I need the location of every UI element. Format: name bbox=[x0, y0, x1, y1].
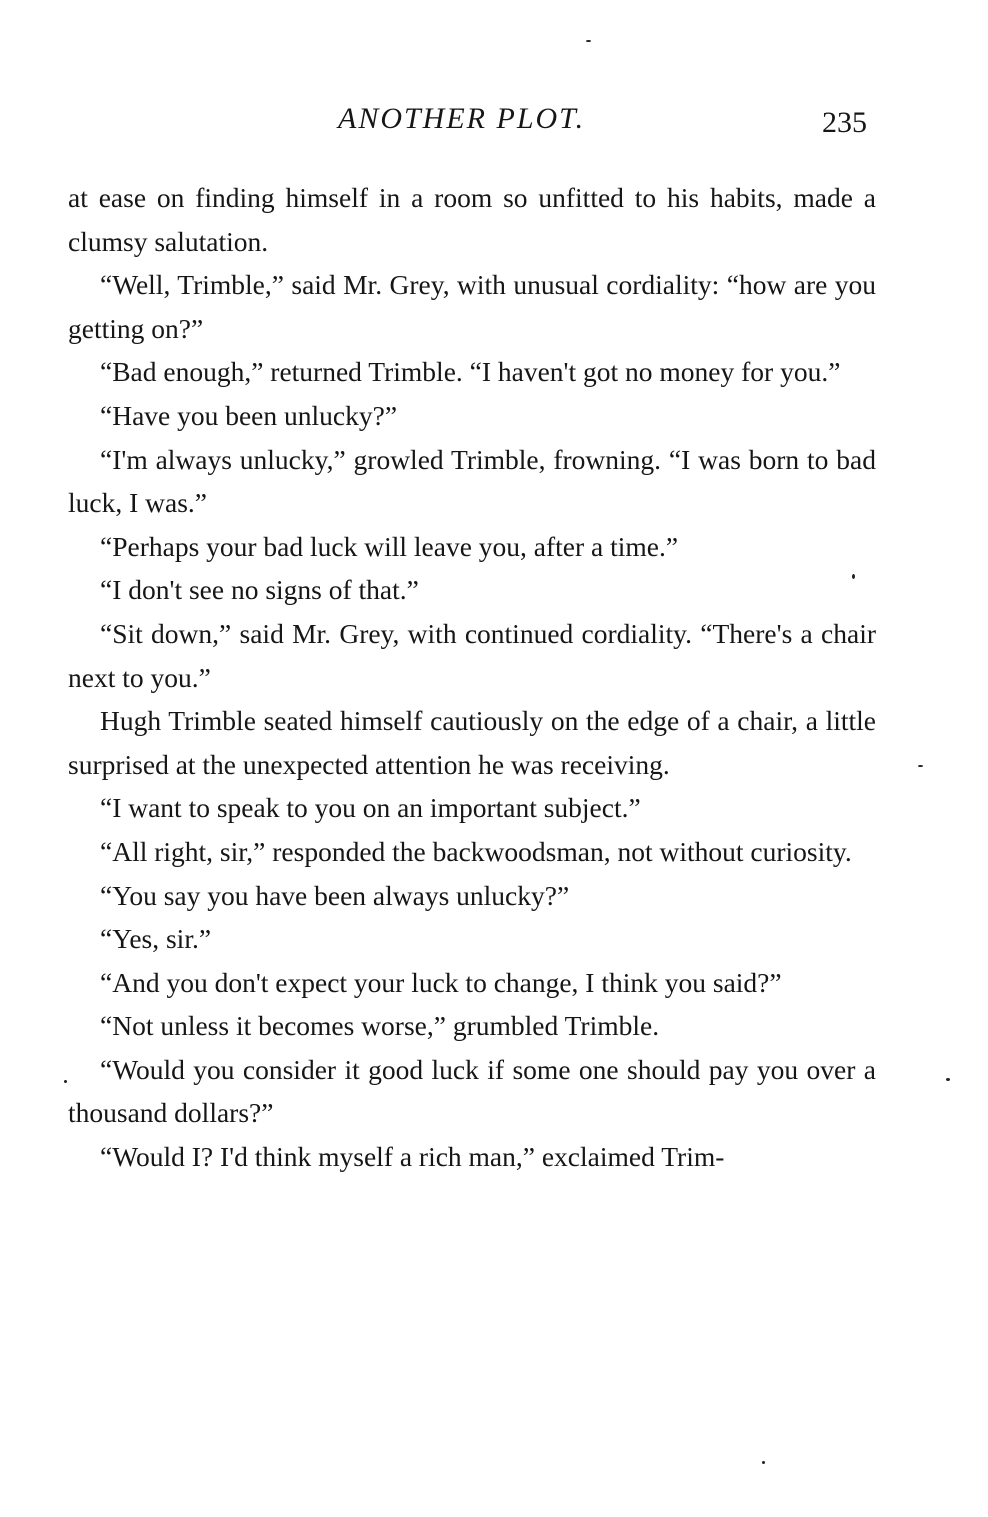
paragraph: “Bad enough,” returned Trimble. “I haven't got no money for you.” bbox=[100, 356, 841, 388]
paragraph: “All right, sir,” responded the backwoodsman, not without curiosity. bbox=[100, 835, 852, 867]
running-head: ANOTHER PLOT. bbox=[338, 102, 586, 135]
paragraph: “Would I? I'd think myself a rich man,” exclaimed Trim- bbox=[100, 1141, 725, 1173]
body-text bbox=[68, 176, 876, 1179]
paragraph: “Yes, sir.” bbox=[100, 923, 212, 955]
scan-speck bbox=[762, 1461, 765, 1464]
paragraph: “You say you have been always unlucky?” bbox=[100, 879, 570, 911]
paragraph: at ease on finding himself in a room so unfitted to his habits, made a clumsy salutation. bbox=[68, 182, 876, 257]
paragraph: Hugh Trimble seated himself cautiously on the edge of a chair, a little surprised at the unexpected attention he was receiving. bbox=[68, 705, 876, 780]
paragraph: “And you don't expect your luck to change, I think you said?” bbox=[100, 966, 782, 998]
scan-speck bbox=[918, 765, 923, 767]
page-header bbox=[0, 100, 988, 144]
scan-speck bbox=[946, 1078, 950, 1081]
page-number: 235 bbox=[822, 106, 867, 139]
paragraph: “I want to speak to you on an important subject.” bbox=[100, 792, 641, 824]
paragraph: “Would you consider it good luck if some one should pay you over a thousand dollars?” bbox=[68, 1053, 876, 1129]
paragraph: “Perhaps your bad luck will leave you, after a time.” bbox=[100, 530, 679, 562]
paragraph: “Have you been unlucky?” bbox=[100, 399, 398, 431]
scan-speck bbox=[64, 1080, 67, 1083]
paragraph: “Not unless it becomes worse,” grumbled Trimble. bbox=[100, 1010, 660, 1042]
scan-speck bbox=[586, 40, 591, 42]
paragraph: “I don't see no signs of that.” bbox=[100, 574, 419, 606]
paragraph: “Sit down,” said Mr. Grey, with continued cordiality. “There's a chair next to you.” bbox=[68, 617, 876, 693]
paragraph: “Well, Trimble,” said Mr. Grey, with unusual cordiality: “how are you getting on?” bbox=[68, 269, 876, 344]
paragraph: “I'm always unlucky,” growled Trimble, frowning. “I was born to bad luck, I was.” bbox=[68, 443, 876, 519]
scan-speck bbox=[852, 574, 855, 579]
